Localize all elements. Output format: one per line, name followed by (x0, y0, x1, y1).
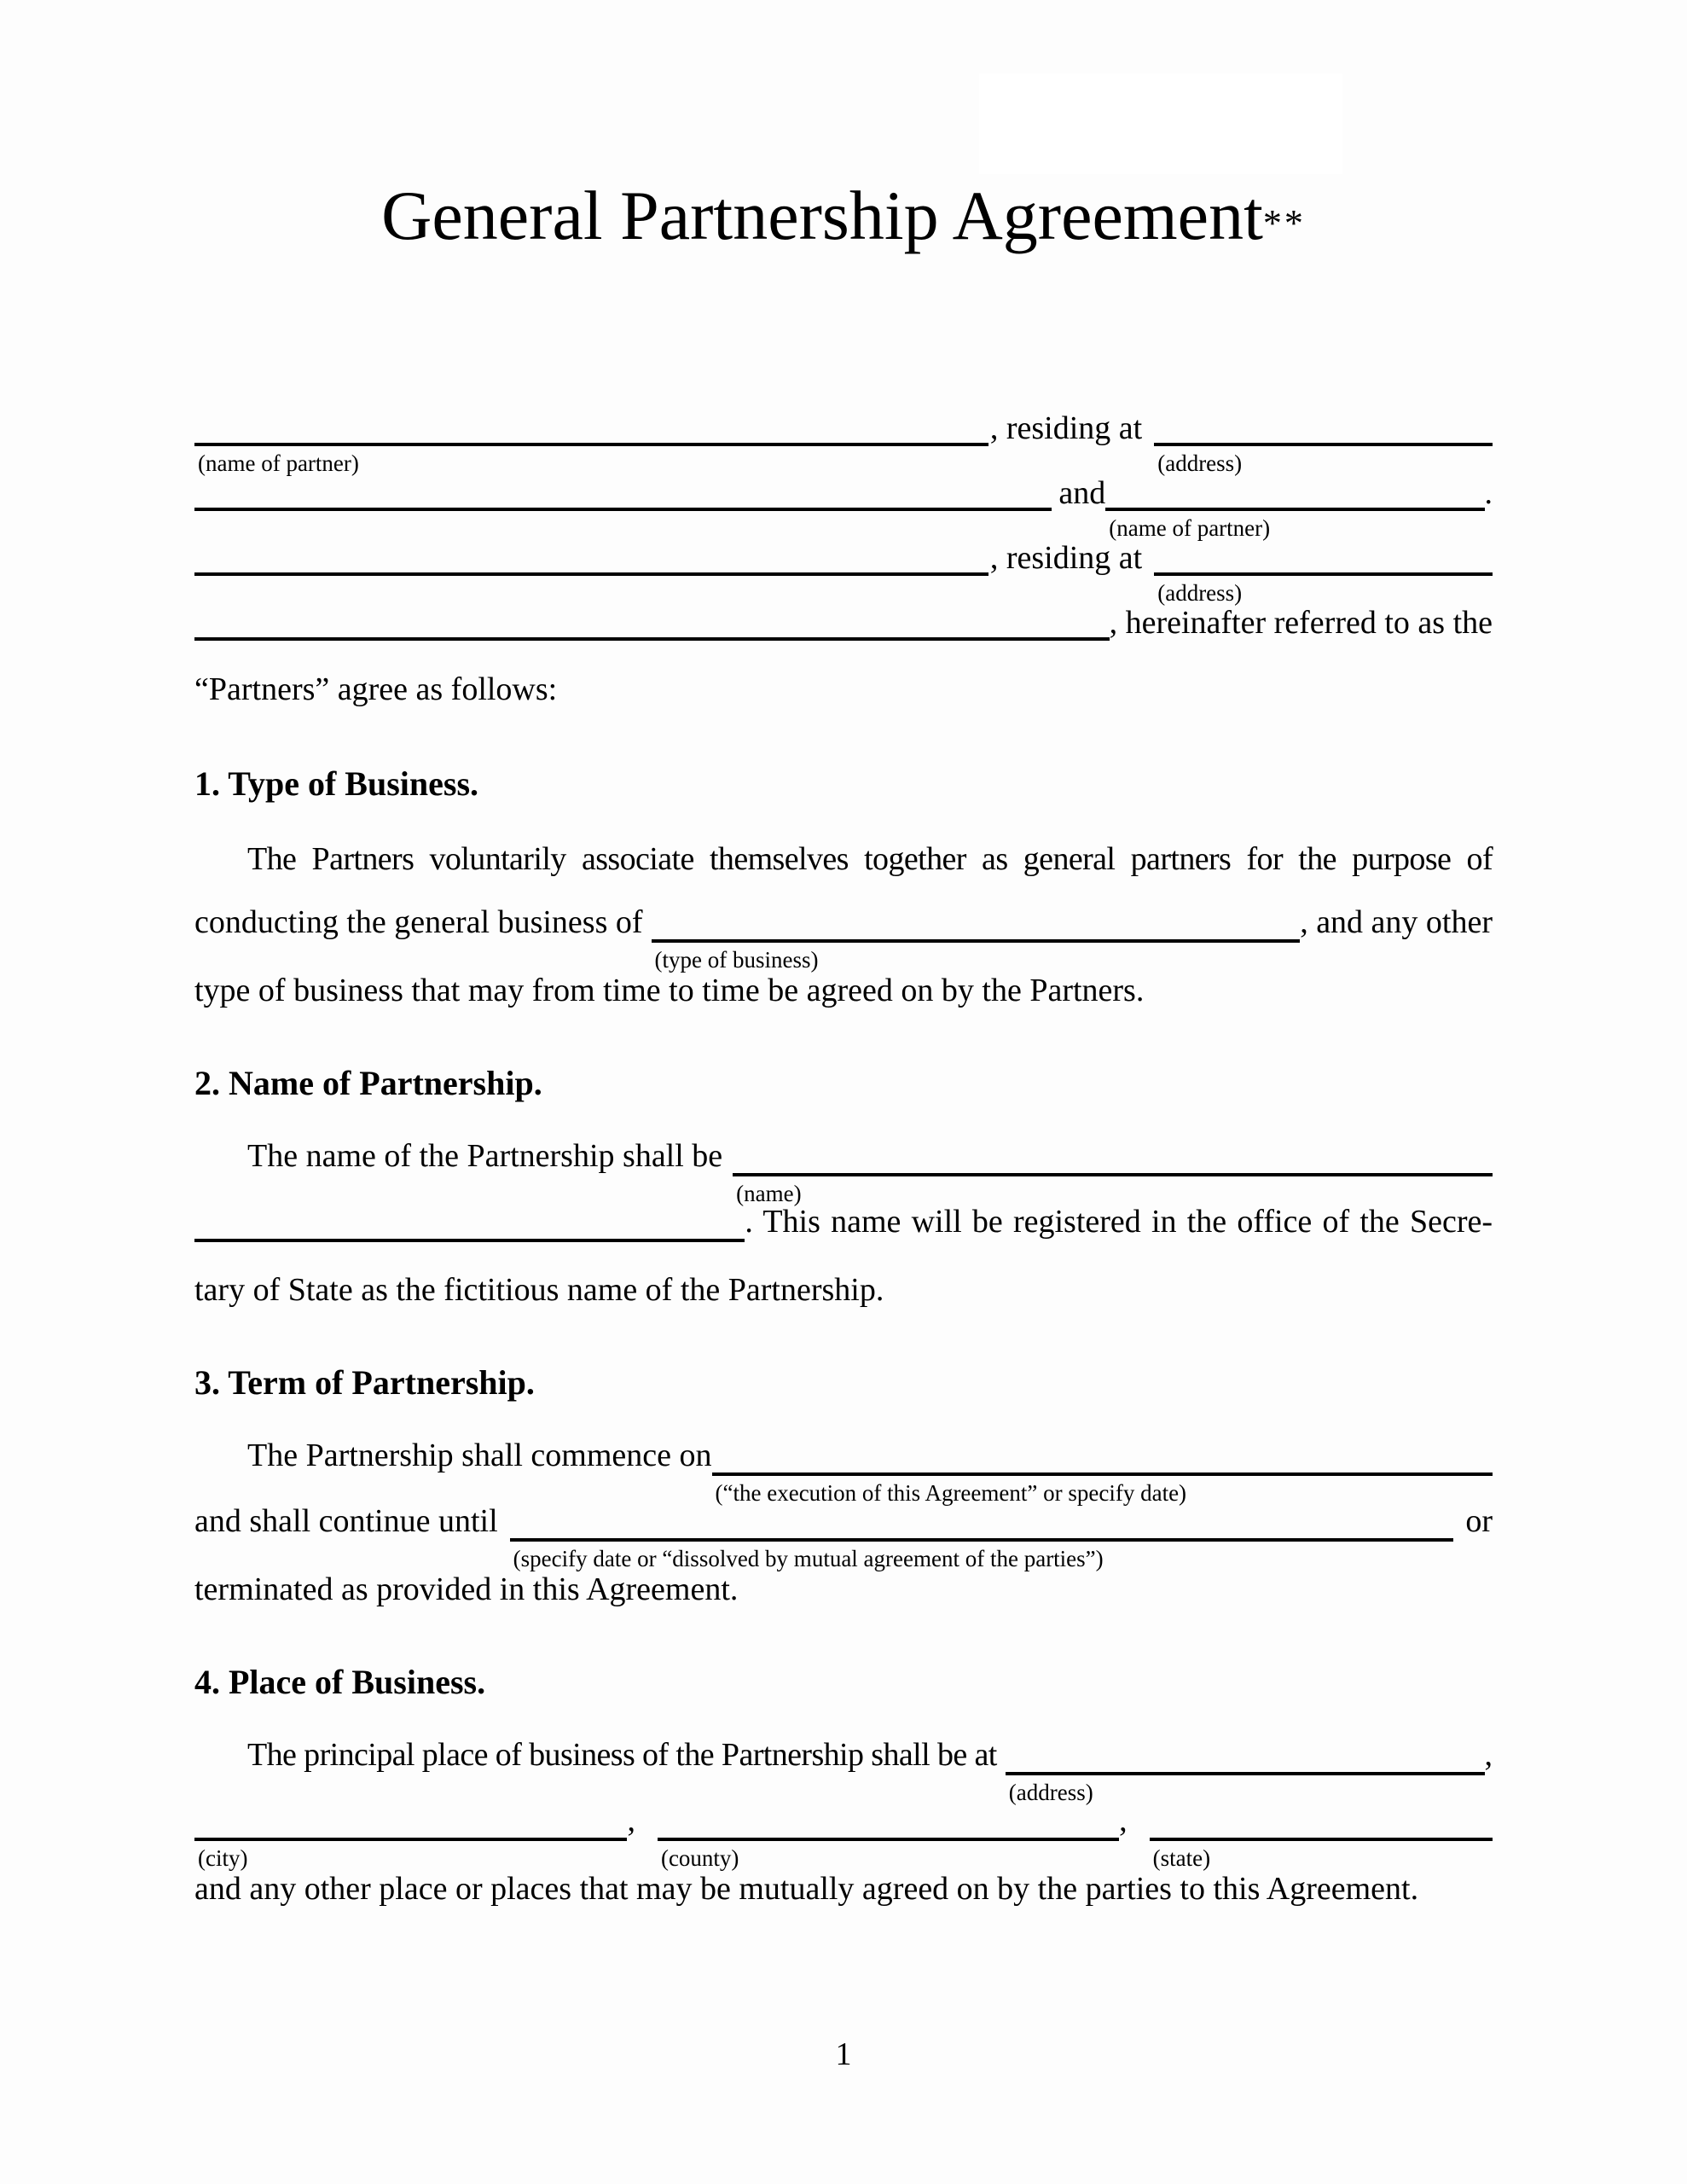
section-3-paragraph (194, 1410, 1493, 1607)
intro-line-3-text: , residing at (989, 539, 1143, 576)
blank-business-address[interactable] (1006, 1772, 1485, 1805)
label-city: (city) (198, 1844, 248, 1871)
blank-address-2-continued[interactable] (194, 637, 1110, 641)
title-asterisks: ** (1262, 202, 1306, 244)
section-1-line-2-pre: conducting the general business of (194, 903, 643, 940)
section-4-paragraph (194, 1710, 1493, 1907)
section-1-line-2 (194, 877, 1493, 973)
label-state: (state) (1152, 1844, 1211, 1871)
section-2-paragraph (194, 1111, 1493, 1308)
section-3-line-1 (194, 1410, 1493, 1506)
section-3-line-3: terminated as provided in this Agreement. (194, 1571, 739, 1607)
blank-continue-until[interactable] (510, 1538, 1454, 1571)
section-1-line-3: type of business that may from time to time be agreed on by the Partners. (194, 972, 1145, 1008)
page-number: 1 (835, 2036, 852, 2072)
blank-partner-name-2-continued[interactable] (194, 572, 988, 576)
label-county: (county) (660, 1844, 739, 1871)
blank-city[interactable] (194, 1838, 627, 1871)
intro-line-2-text: and (1058, 474, 1106, 511)
section-2-line-2 (194, 1176, 1493, 1242)
blank-address-1[interactable] (1154, 443, 1493, 476)
blank-address-2[interactable] (1154, 572, 1493, 606)
label-name-of-partner-2: (name of partner) (1109, 514, 1271, 541)
blank-partner-name-1[interactable] (194, 443, 988, 476)
label-name-of-partner-1: (name of partner) (198, 450, 359, 476)
section-4-line-2-sep1: , (627, 1802, 635, 1838)
blank-partnership-name-continued[interactable] (194, 1239, 745, 1242)
intro-party-block (194, 381, 1493, 709)
document-title (194, 175, 1493, 257)
intro-line-3 (194, 511, 1493, 606)
section-3-line-2-pre: and shall continue until (194, 1502, 498, 1539)
blank-partnership-name[interactable] (733, 1173, 1493, 1206)
label-commencement-date: (“the execution of this Agreement” or specify date) (715, 1479, 1187, 1506)
section-2-line-2-post: . This name will be registered in the office of the Secre- (745, 1203, 1493, 1240)
section-3-line-2-post: or (1465, 1502, 1493, 1539)
section-3-line-1-pre: The Partnership shall commence on (247, 1437, 712, 1473)
label-address-2: (address) (1157, 579, 1243, 606)
scan-artifact (979, 73, 1342, 174)
label-continue-until: (specify date or “dissolved by mutual agreement of the parties”) (513, 1545, 1104, 1571)
section-4-line-1-post: , (1484, 1736, 1493, 1773)
intro-line-2-period: . (1484, 474, 1493, 511)
intro-line-1-text: , residing at (989, 410, 1143, 446)
section-1-heading: 1. Type of Business. (194, 764, 479, 803)
section-4-line-3: and any other place or places that may be mutually agreed on by the parties to this Agreement. (194, 1870, 1419, 1907)
label-type-of-business: (type of business) (654, 946, 819, 973)
intro-closing: “Partners” agree as follows: (194, 671, 558, 707)
label-name: (name) (736, 1180, 802, 1206)
section-4-line-1 (194, 1710, 1493, 1805)
section-1-line-2-post: , and any other (1300, 903, 1493, 940)
intro-line-1 (194, 381, 1493, 476)
blank-type-of-business[interactable] (652, 939, 1301, 973)
section-4-line-2 (194, 1775, 1493, 1871)
section-2-line-1-pre: The name of the Partnership shall be (247, 1137, 723, 1174)
blank-county[interactable] (658, 1838, 1119, 1871)
section-3-heading: 3. Term of Partnership. (194, 1362, 535, 1402)
section-2-line-3: tary of State as the fictitious name of the Partnership. (194, 1271, 884, 1308)
blank-partner-name-2[interactable] (1105, 508, 1484, 541)
section-2-line-1 (194, 1111, 1493, 1206)
label-address-3: (address) (1008, 1779, 1093, 1805)
section-4-line-1-pre: The principal place of business of the Partnership shall be at (247, 1736, 997, 1773)
intro-line-4 (194, 576, 1493, 641)
intro-line-2 (194, 446, 1493, 541)
section-1-paragraph (194, 811, 1493, 1008)
section-1-line-1: The Partners voluntarily associate themselves together as general partners for the purpose of (247, 840, 1493, 877)
section-2-heading: 2. Name of Partnership. (194, 1063, 542, 1102)
blank-address-1-continued[interactable] (194, 508, 1052, 511)
document-title-text: General Partnership Agreement (381, 177, 1263, 254)
section-4-line-2-sep2: , (1119, 1802, 1128, 1838)
intro-line-4-text: , hereinafter referred to as the (1109, 604, 1493, 641)
label-address-1: (address) (1157, 450, 1243, 476)
blank-state[interactable] (1150, 1838, 1493, 1871)
section-4-heading: 4. Place of Business. (194, 1662, 486, 1701)
blank-commencement-date[interactable] (712, 1472, 1493, 1506)
